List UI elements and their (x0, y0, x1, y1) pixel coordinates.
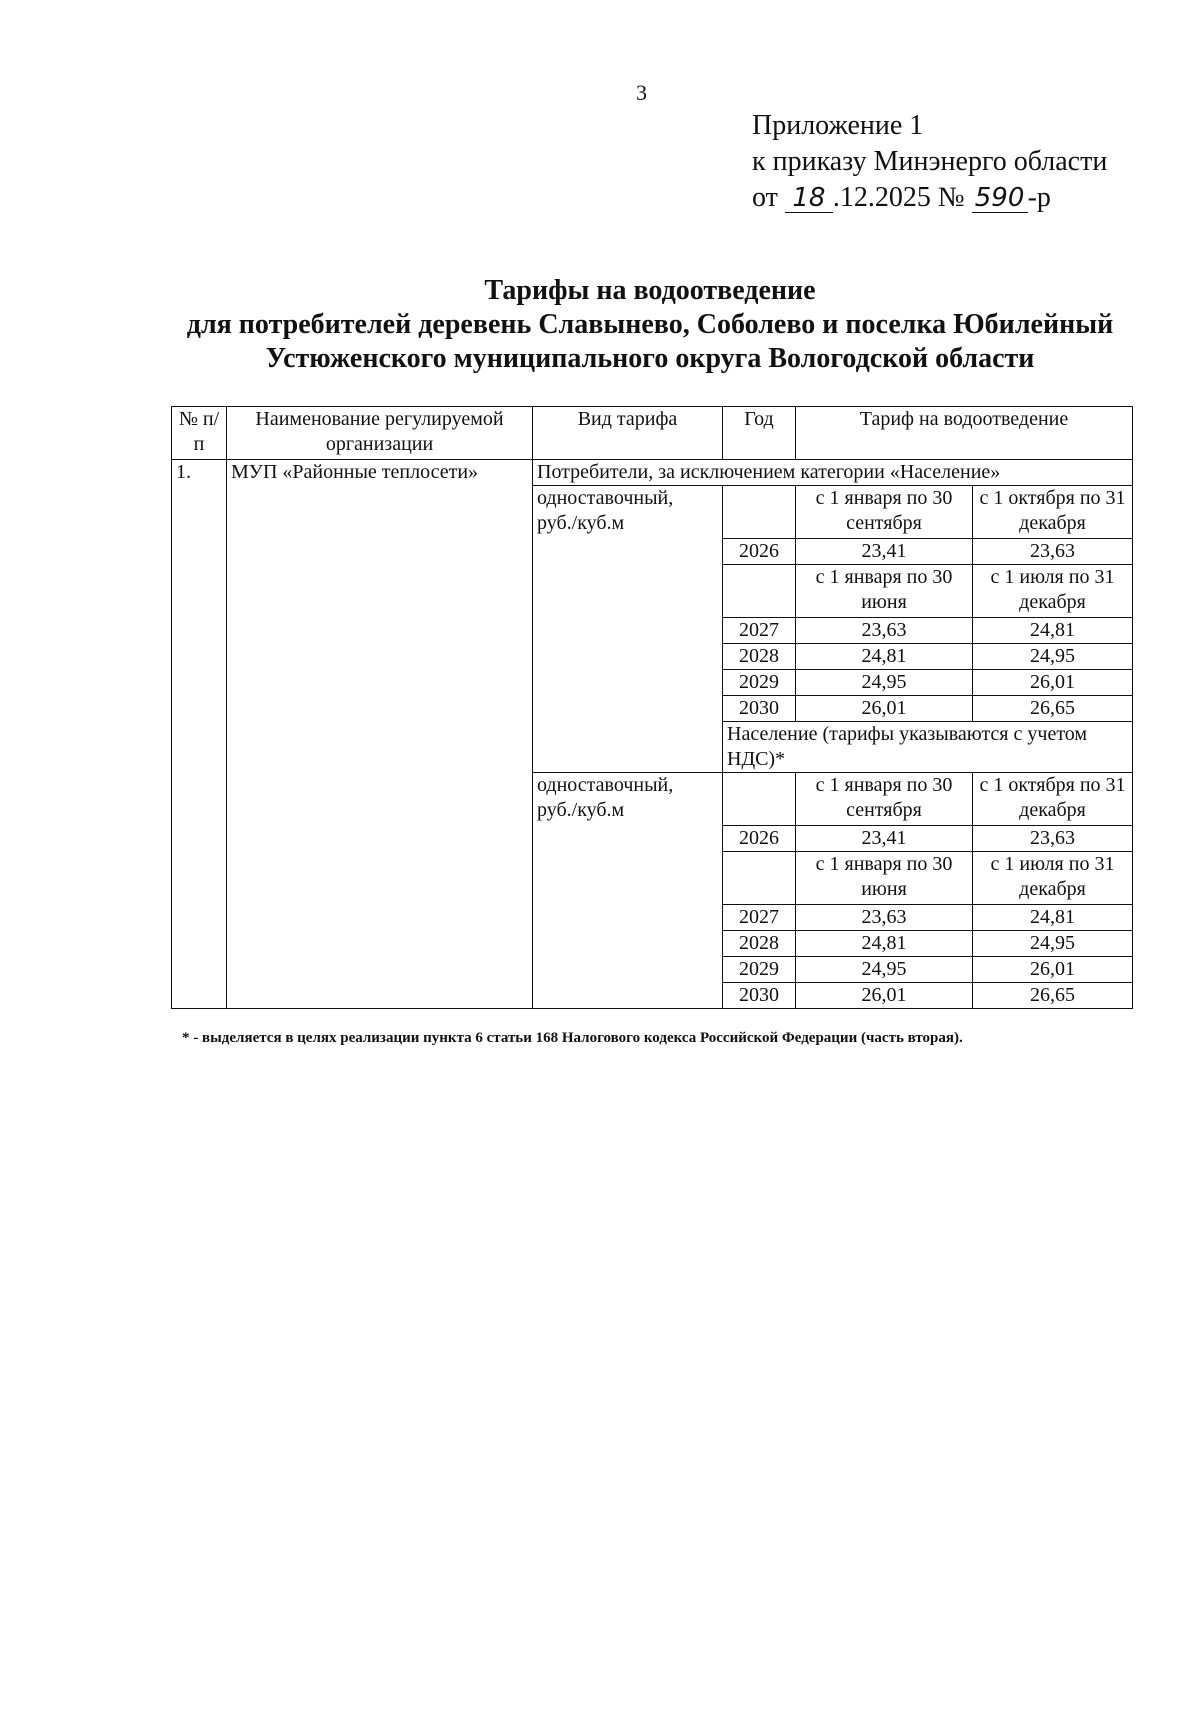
header-tariff: Тариф на водоотведение (796, 407, 1133, 460)
period-cell: с 1 января по 30 сентября (796, 773, 973, 826)
value-cell: 24,95 (796, 670, 973, 696)
table-row (172, 460, 1133, 486)
header-year: Год (723, 407, 796, 460)
year-cell: 2026 (723, 826, 796, 852)
empty-cell (723, 486, 796, 539)
page-number: 3 (636, 80, 647, 105)
appendix-block (752, 108, 1107, 216)
appendix-date-line (752, 180, 1107, 216)
header-type: Вид тарифа (533, 407, 723, 460)
handwritten-day: 18 (785, 184, 833, 213)
year-cell: 2029 (723, 957, 796, 983)
value-cell: 24,81 (796, 644, 973, 670)
value-cell: 23,63 (973, 826, 1133, 852)
table-header-row (172, 407, 1133, 460)
value-cell: 26,01 (796, 983, 973, 1009)
tariff-type: одноставочный, руб./куб.м (533, 486, 723, 773)
value-cell: 23,41 (796, 539, 973, 565)
value-cell: 23,63 (796, 618, 973, 644)
period-cell: с 1 октября по 31 декабря (973, 486, 1133, 539)
value-cell: 23,63 (796, 905, 973, 931)
value-cell: 24,95 (973, 644, 1133, 670)
period-cell: с 1 января по 30 июня (796, 852, 973, 905)
section-title: Население (тарифы указываются с учетом НДС)* (723, 722, 1133, 773)
footnote: * - выделяется в целях реализации пункта 6 статьи 168 Налогового кодекса Российской Федерации (часть вторая). (182, 1030, 963, 1046)
title-line-3: Устюженского муниципального округа Вологодской области (265, 343, 1035, 374)
header-num: № п/п (172, 407, 227, 460)
appendix-line-1: Приложение 1 (752, 110, 924, 141)
value-cell: 23,63 (973, 539, 1133, 565)
value-cell: 24,95 (973, 931, 1133, 957)
year-cell: 2030 (723, 983, 796, 1009)
organization-name: МУП «Районные теплосети» (227, 460, 533, 1009)
period-cell: с 1 июля по 31 декабря (973, 852, 1133, 905)
year-cell: 2029 (723, 670, 796, 696)
document-title (150, 274, 1150, 376)
value-cell: 26,01 (973, 670, 1133, 696)
year-cell: 2028 (723, 931, 796, 957)
header-org: Наименование регулируемой организации (227, 407, 533, 460)
value-cell: 26,65 (973, 983, 1133, 1009)
period-cell: с 1 июля по 31 декабря (973, 565, 1133, 618)
value-cell: 24,81 (973, 618, 1133, 644)
value-cell: 26,01 (973, 957, 1133, 983)
appendix-line-2: к приказу Минэнерго области (752, 146, 1108, 177)
empty-cell (723, 773, 796, 826)
tariff-type: одноставочный, руб./куб.м (533, 773, 723, 1009)
value-cell: 26,01 (796, 696, 973, 722)
order-suffix: -р (1027, 182, 1051, 213)
year-cell: 2027 (723, 618, 796, 644)
date-rest: .12.2025 № (832, 182, 965, 213)
year-cell: 2026 (723, 539, 796, 565)
tariffs-table (171, 406, 1133, 1009)
period-cell: с 1 января по 30 июня (796, 565, 973, 618)
period-cell: с 1 октября по 31 декабря (973, 773, 1133, 826)
value-cell: 24,81 (973, 905, 1133, 931)
handwritten-order-number: 590 (972, 184, 1028, 213)
value-cell: 26,65 (973, 696, 1133, 722)
value-cell: 23,41 (796, 826, 973, 852)
title-line-1: Тарифы на водоотведение (484, 275, 816, 306)
year-cell: 2030 (723, 696, 796, 722)
year-cell: 2027 (723, 905, 796, 931)
row-number: 1. (172, 460, 227, 1009)
empty-cell (723, 565, 796, 618)
section-title: Потребители, за исключением категории «Население» (533, 460, 1133, 486)
year-cell: 2028 (723, 644, 796, 670)
title-line-2: для потребителей деревень Славынево, Соболево и поселка Юбилейный (186, 309, 1114, 340)
value-cell: 24,81 (796, 931, 973, 957)
empty-cell (723, 852, 796, 905)
value-cell: 24,95 (796, 957, 973, 983)
period-cell: с 1 января по 30 сентября (796, 486, 973, 539)
date-prefix: от (752, 182, 778, 213)
